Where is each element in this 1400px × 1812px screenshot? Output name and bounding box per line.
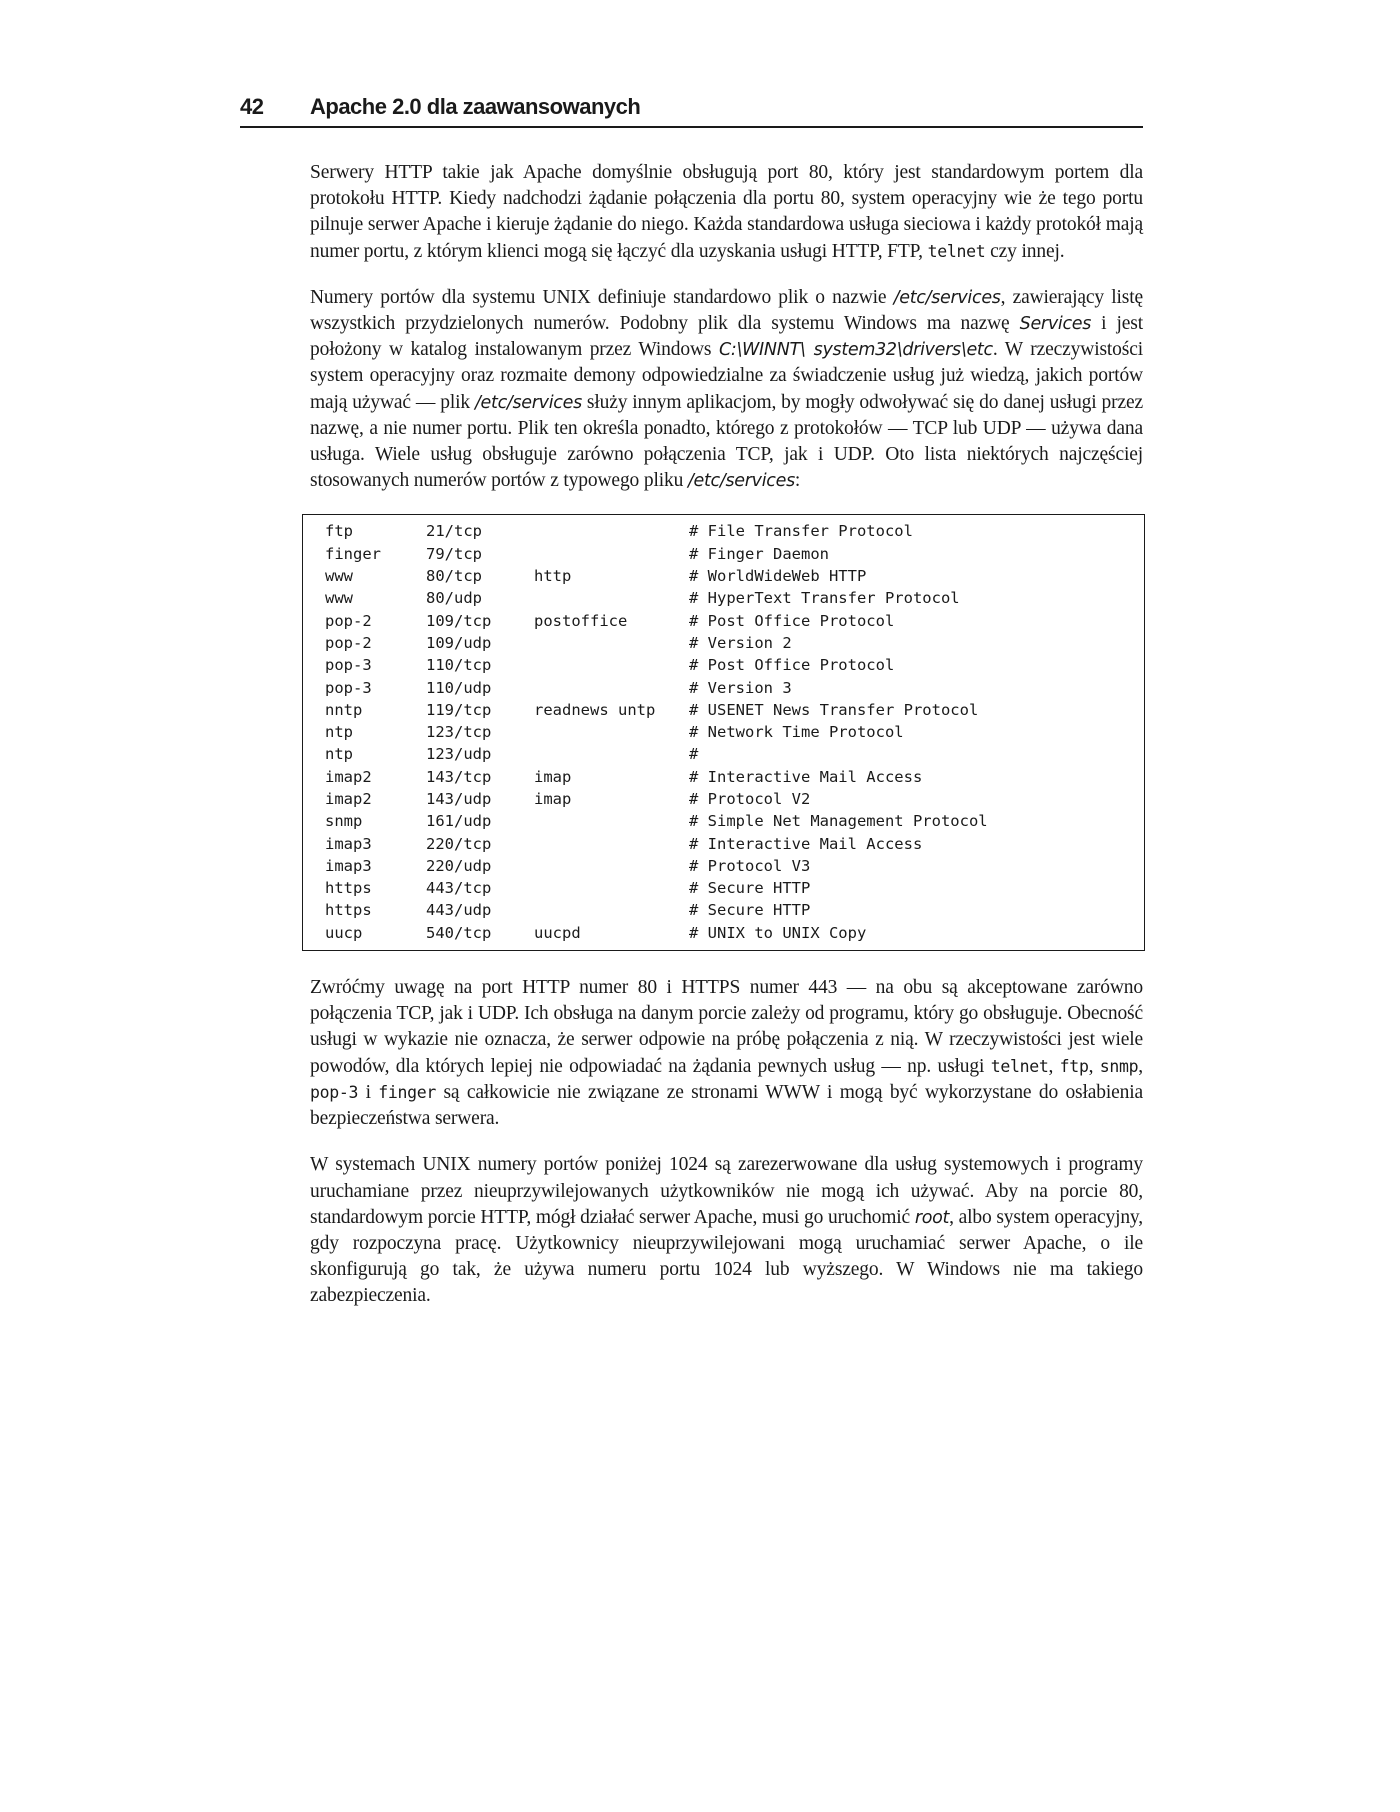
service-alias: uucpd [534, 923, 581, 942]
service-comment: # Protocol V2 [689, 790, 811, 808]
service-comment: # Post Office Protocol [689, 656, 895, 675]
running-header [240, 90, 1143, 128]
service-port: 220/udp [426, 856, 492, 875]
service-comment: # Post Office Protocol [689, 611, 895, 630]
text-run: czy innej. [985, 240, 1065, 262]
service-row [325, 766, 1144, 788]
path-etc-services: /etc/services [474, 392, 582, 413]
service-name: www [325, 567, 353, 586]
service-alias [534, 899, 689, 921]
service-alias [534, 520, 689, 542]
service-comment: # Interactive Mail Access [689, 834, 923, 853]
service-comment: # Secure HTTP [689, 879, 811, 898]
service-comment: # Protocol V3 [689, 856, 811, 875]
service-row [325, 855, 1144, 877]
text-run: , [1138, 1055, 1144, 1077]
service-comment: # Finger Daemon [689, 544, 829, 563]
service-comment: # File Transfer Protocol [689, 522, 913, 541]
service-alias: imap [534, 767, 572, 786]
code-pop3: pop-3 [310, 1082, 359, 1102]
service-alias: postoffice [534, 611, 628, 630]
path-services: Services [1019, 314, 1092, 335]
service-alias: http [534, 567, 572, 586]
service-port: 540/tcp [426, 923, 492, 942]
service-name: pop-3 [325, 656, 372, 675]
service-name: pop-2 [325, 633, 372, 652]
service-row [325, 743, 1144, 765]
service-alias [534, 743, 689, 765]
service-row [325, 922, 1144, 944]
service-port: 80/tcp [426, 567, 482, 586]
service-row [325, 677, 1144, 699]
service-comment: # Version 2 [689, 633, 792, 652]
service-comment: # [689, 745, 699, 764]
text-run: Serwery HTTP takie jak Apache domyślnie obsługują port 80, który jest standardowym portem dla protokołu HTTP. Kiedy nadchodzi żądanie połączenia dla portu 80, system operacyjny wie że tego portu pilnuje serwer Apache i kieruje żądanie do niego. Każda standardowa usługa sieciowa i każdy protokół mają numer portu, z którym klienci mogą się łączyć dla uzyskania usługi HTTP, FTP, [310, 162, 1143, 262]
service-name: https [325, 901, 372, 920]
service-name: uucp [325, 923, 363, 942]
text-run: . W rzeczywistości system operacyjny oraz rozmaite demony odpowiedzialne za świadczenie usług już wiedzą, jakich portów mają używać — plik [310, 339, 1143, 413]
service-comment: # HyperText Transfer Protocol [689, 589, 960, 608]
service-name: imap2 [325, 767, 372, 786]
service-row [325, 788, 1144, 810]
service-port: 79/tcp [426, 544, 482, 563]
service-name: ntp [325, 723, 353, 742]
service-comment: # WorldWideWeb HTTP [689, 567, 867, 586]
service-port: 109/tcp [426, 611, 492, 630]
code-telnet: telnet [927, 241, 986, 261]
service-comment: # Network Time Protocol [689, 723, 904, 742]
service-comment: # Version 3 [689, 678, 792, 697]
service-comment: # Simple Net Management Protocol [689, 812, 988, 831]
service-alias [534, 833, 689, 855]
service-comment: # UNIX to UNIX Copy [689, 923, 867, 942]
text-run: są całkowicie nie związane ze stronami WWW i mogą być wykorzystane do osłabienia bezpieczeństwa serwera. [310, 1081, 1144, 1130]
service-name: imap3 [325, 834, 372, 853]
service-name: https [325, 879, 372, 898]
service-name: pop-2 [325, 611, 372, 630]
paragraph-http-https [310, 975, 1143, 1132]
text-run: W systemach UNIX numery portów poniżej 1024 są zarezerwowane dla usług systemowych i programy uruchamiane przez nieuprzywilejowanych użytkowników nie mogą ich używać. Aby na porcie 80, standardowym porcie HTTP, mógł działać serwer Apache, musi go uruchomić [310, 1154, 1143, 1228]
service-row [325, 610, 1144, 632]
page-number: 42 [240, 94, 264, 119]
page-body [310, 160, 1143, 1330]
service-port: 110/udp [426, 678, 492, 697]
service-alias [534, 654, 689, 676]
service-name: snmp [325, 812, 363, 831]
service-row [325, 654, 1144, 676]
service-port: 161/udp [426, 812, 492, 831]
service-row [325, 587, 1144, 609]
service-alias [534, 677, 689, 699]
service-alias [534, 810, 689, 832]
service-row [325, 632, 1144, 654]
service-comment: # Secure HTTP [689, 901, 811, 920]
code-telnet: telnet [990, 1056, 1049, 1076]
service-alias [534, 587, 689, 609]
service-name: nntp [325, 700, 363, 719]
service-row [325, 721, 1144, 743]
service-alias: readnews untp [534, 700, 656, 719]
service-port: 110/tcp [426, 656, 492, 675]
code-snmp: snmp [1099, 1056, 1139, 1076]
text-run: Numery portów dla systemu UNIX definiuje standardowo plik o nazwie [310, 286, 894, 308]
text-run: i [358, 1081, 379, 1103]
service-alias [534, 721, 689, 743]
path-root: root [914, 1207, 950, 1228]
paragraph-reserved-ports [310, 1152, 1143, 1309]
service-comment: # USENET News Transfer Protocol [689, 700, 979, 719]
text-run: Zwróćmy uwagę na port HTTP numer 80 i HTTPS numer 443 — na obu są akceptowane zarówno połączenia TCP, jak i UDP. Ich obsługa na danym porcie zależy od programu, który go obsługuje. Obecność usługi w wykazie nie oznacza, że serwer odpowie na próbę połączenia z nią. W rzeczywistości jest wiele powodów, dla których lepiej nie odpowiadać na żądania pewnych usług — np. usługi [310, 977, 1143, 1077]
service-alias [534, 855, 689, 877]
service-name: imap3 [325, 856, 372, 875]
service-port: 220/tcp [426, 834, 492, 853]
service-row [325, 699, 1144, 721]
paragraph-http-port [310, 160, 1143, 265]
service-name: www [325, 589, 353, 608]
book-title: Apache 2.0 dla zaawansowanych [310, 94, 641, 119]
service-row [325, 543, 1144, 565]
text-run: , [1088, 1055, 1100, 1077]
service-name: finger [325, 544, 381, 563]
service-port: 119/tcp [426, 700, 492, 719]
service-port: 143/udp [426, 790, 492, 808]
code-finger: finger [378, 1082, 437, 1102]
text-run: : [794, 470, 801, 492]
path-etc-services: /etc/services [687, 471, 795, 492]
service-port: 109/udp [426, 633, 492, 652]
service-alias [534, 632, 689, 654]
services-listing [302, 514, 1145, 951]
text-run: i jest położony w katalog instalowanym przez Windows [310, 313, 1143, 361]
text-run: , [1048, 1055, 1060, 1077]
service-port: 21/tcp [426, 522, 482, 541]
service-alias [534, 543, 689, 565]
text-run: , albo system operacyjny, gdy rozpoczyna pracę. Użytkownicy nieuprzywilejowani mogą uruchamiać serwer Apache, o ile skonfigurują go tak, że używa numeru portu 1024 lub wyższego. W Windows nie ma takiego zabezpieczenia. [310, 1206, 1143, 1307]
service-port: 443/tcp [426, 879, 492, 898]
service-name: ftp [325, 522, 353, 541]
service-alias: imap [534, 790, 572, 808]
path-winnt-etc: C:\WINNT\ system32\drivers\etc [718, 340, 993, 361]
service-row [325, 520, 1144, 542]
paragraph-services-file [310, 285, 1143, 495]
service-port: 123/udp [426, 745, 492, 764]
service-port: 123/tcp [426, 723, 492, 742]
service-row [325, 833, 1144, 855]
service-port: 443/udp [426, 901, 492, 920]
service-row [325, 899, 1144, 921]
service-row [325, 810, 1144, 832]
text-run: , zawierający listę wszystkich przydzielonych numerów. Podobny plik dla systemu Windows ma nazwę [310, 286, 1143, 335]
service-port: 143/tcp [426, 767, 492, 786]
service-row [325, 877, 1144, 899]
service-row [325, 565, 1144, 587]
service-comment: # Interactive Mail Access [689, 767, 923, 786]
service-alias [534, 877, 689, 899]
service-name: imap2 [325, 790, 372, 808]
service-port: 80/udp [426, 589, 482, 608]
code-ftp: ftp [1059, 1056, 1089, 1076]
service-name: ntp [325, 745, 353, 764]
service-name: pop-3 [325, 678, 372, 697]
text-run: służy innym aplikacjom, by mogły odwoływać się do danej usługi przez nazwę, a nie numer portu. Plik ten określa ponadto, którego z protokołów — TCP lub UDP — używa dana usługa. Wiele usług obsługuje zarówno połączenia TCP, jak i UDP. Oto lista niektórych najczęściej stosowanych numerów portów z typowego pliku [310, 391, 1143, 492]
path-etc-services: /etc/services [893, 287, 1001, 308]
